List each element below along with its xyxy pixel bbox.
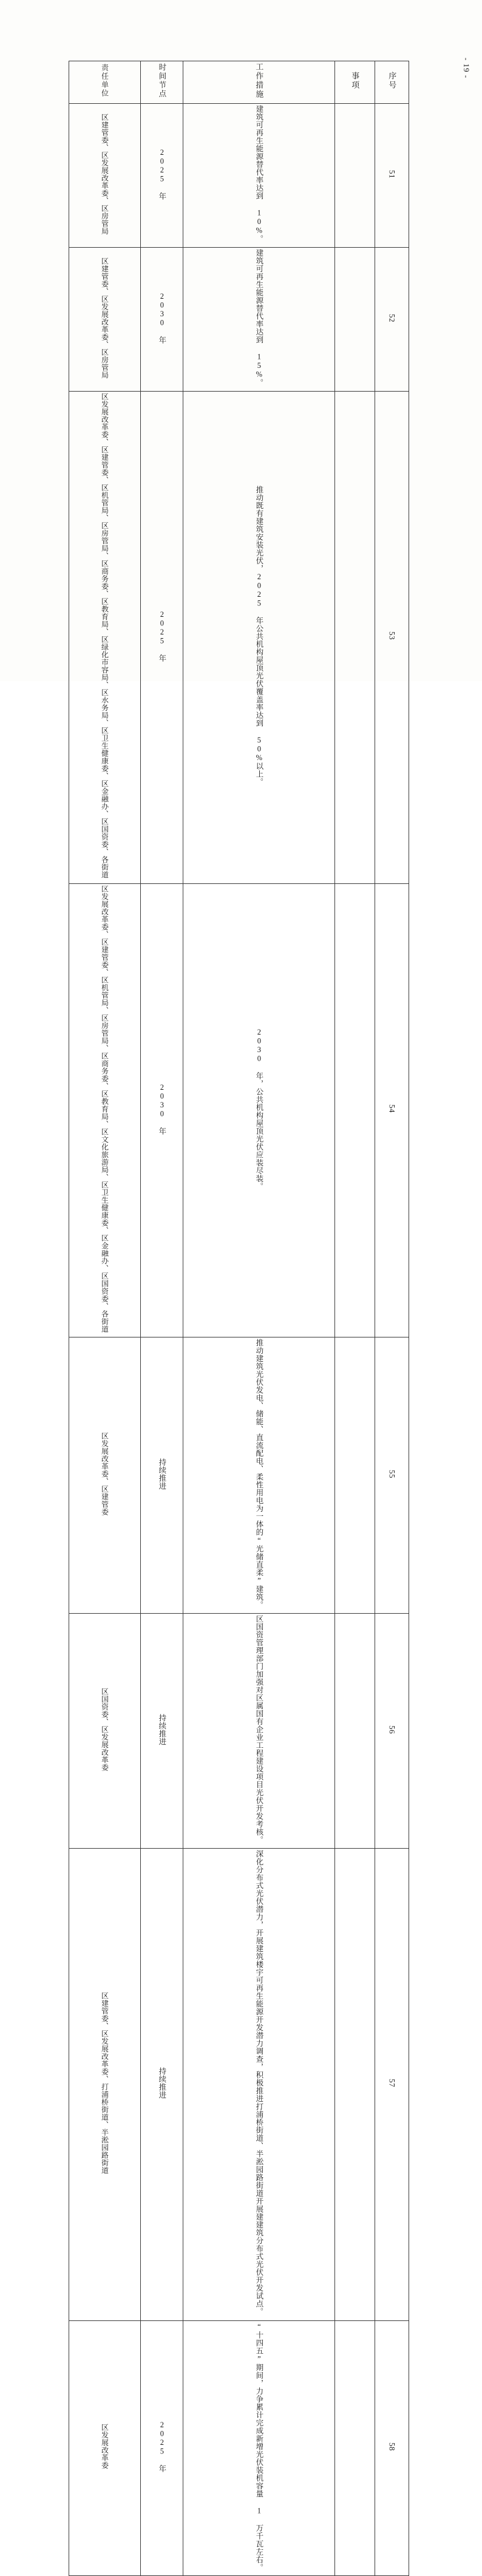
table-row	[69, 392, 409, 883]
table-row	[69, 883, 409, 1337]
table-row	[69, 248, 409, 392]
table-row	[69, 2320, 409, 2576]
column-header-time: 时间节点	[141, 61, 183, 104]
table-body	[69, 61, 409, 2576]
cell-item	[335, 1849, 375, 2320]
cell-measure: 2030 年，公共机构屋顶光伏应装尽装。	[183, 883, 335, 1337]
cell-unit: 区建管委、区发展改革委、打浦桥街道、半淞园路街道	[69, 1849, 141, 2320]
cell-measure: 区国资管理部门加强对区属国有企业工程建设项目光伏开发考核。	[183, 1614, 335, 1849]
cell-unit: 区发展改革委、区建管委、区机管局、区房管局、区商务委、区教育局、区文化旅游局、区卫生健康委、区金融办、区国资委、各街道	[69, 883, 141, 1337]
page-number: - 19 -	[462, 58, 471, 79]
cell-item	[335, 2320, 375, 2576]
table-row	[69, 1849, 409, 2320]
table-header-row	[69, 61, 409, 104]
cell-unit: 区国资委、区发展改革委	[69, 1614, 141, 1849]
cell-measure: 推动建筑光伏发电、储能、直流配电、柔性用电为一体的“光储直柔”建筑。	[183, 1337, 335, 1614]
cell-item	[335, 392, 375, 883]
cell-time: 2030 年	[141, 248, 183, 392]
column-header-seq: 序号	[375, 61, 409, 104]
measures-table-container	[69, 61, 409, 2571]
cell-seq: 51	[375, 104, 409, 248]
cell-item	[335, 1614, 375, 1849]
column-header-item: 事项	[335, 61, 375, 104]
table-row	[69, 1337, 409, 1614]
cell-unit: 区发展改革委、区建管委	[69, 1337, 141, 1614]
cell-measure: 深化分布式光伏潜力，开展建筑楼宇可再生能源开发潜力调查，积极推进打浦桥街道、半淞园路街道开展建建筑分布式光伏开发试点。	[183, 1849, 335, 2320]
cell-unit: 区发展改革委、区建管委、区机管局、区房管局、区商务委、区教育局、区绿化市容局、区水务局、区卫生健康委、区金融办、区国资委、各街道	[69, 392, 141, 883]
cell-seq: 58	[375, 2320, 409, 2576]
cell-seq: 52	[375, 248, 409, 392]
column-header-measure: 工作措施	[183, 61, 335, 104]
column-header-unit: 责任单位	[69, 61, 141, 104]
cell-seq: 53	[375, 392, 409, 883]
cell-item	[335, 248, 375, 392]
cell-unit: 区建管委、区发展改革委、区房管局	[69, 104, 141, 248]
cell-measure: “十四五”期间，力争累计完成新增光伏装机容量 1 万千瓦左右。	[183, 2320, 335, 2576]
cell-unit: 区发展改革委	[69, 2320, 141, 2576]
cell-seq: 54	[375, 883, 409, 1337]
cell-measure: 推动既有建筑安装光伏，2025 年公共机构屋顶光伏覆盖率达到 50%以上。	[183, 392, 335, 883]
cell-unit: 区建管委、区发展改革委、区房管局	[69, 248, 141, 392]
cell-seq: 56	[375, 1614, 409, 1849]
table-row	[69, 104, 409, 248]
cell-time: 持续推进	[141, 1849, 183, 2320]
cell-seq: 57	[375, 1849, 409, 2320]
cell-seq: 55	[375, 1337, 409, 1614]
cell-time: 持续推进	[141, 1337, 183, 1614]
cell-time: 2025 年	[141, 2320, 183, 2576]
cell-time: 2025 年	[141, 392, 183, 883]
measures-table	[69, 61, 409, 2576]
cell-measure: 建筑可再生能源替代率达到 10%。	[183, 104, 335, 248]
cell-time: 2025 年	[141, 104, 183, 248]
cell-time: 2030 年	[141, 883, 183, 1337]
cell-time: 持续推进	[141, 1614, 183, 1849]
cell-item	[335, 104, 375, 248]
cell-item	[335, 1337, 375, 1614]
table-row	[69, 1614, 409, 1849]
cell-measure: 建筑可再生能源替代率达到 15%。	[183, 248, 335, 392]
cell-item	[335, 883, 375, 1337]
